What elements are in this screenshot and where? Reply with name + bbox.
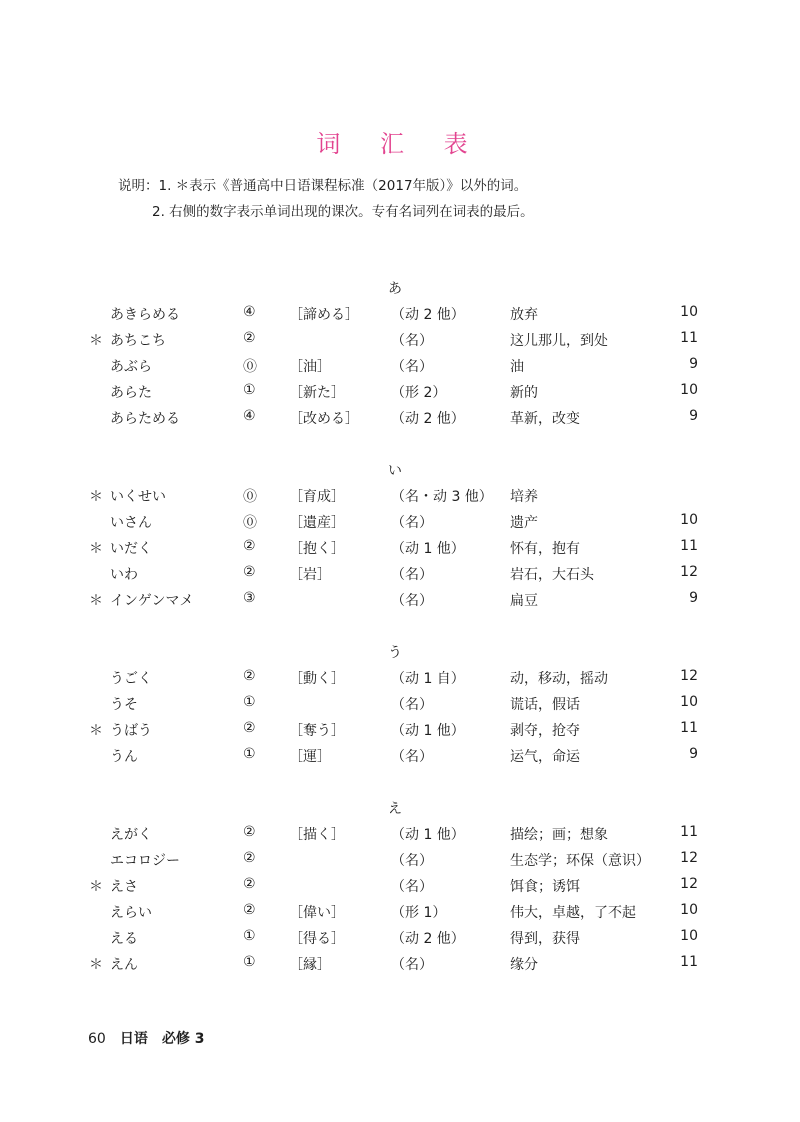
part-of-speech: （形 1） bbox=[391, 905, 447, 921]
vocab-word: あらた bbox=[110, 385, 152, 401]
vocab-row bbox=[0, 304, 800, 330]
star-mark: ＊ bbox=[89, 593, 103, 609]
vocab-row bbox=[0, 824, 800, 850]
kanji-form: ［偉い］ bbox=[289, 905, 345, 921]
vocab-word: いだく bbox=[110, 541, 152, 557]
accent-mark: ③ bbox=[243, 590, 256, 606]
vocab-word: あきらめる bbox=[110, 307, 180, 323]
meaning: 扁豆 bbox=[510, 593, 538, 609]
vocab-row bbox=[0, 746, 800, 772]
lesson-number: 10 bbox=[680, 902, 698, 918]
accent-mark: ⓪ bbox=[243, 489, 257, 505]
part-of-speech: （动 1 自） bbox=[391, 671, 465, 687]
kanji-form: ［奪う］ bbox=[289, 723, 345, 739]
kanji-form: ［新た］ bbox=[289, 385, 345, 401]
accent-mark: ① bbox=[243, 694, 256, 710]
lesson-number: 10 bbox=[680, 512, 698, 528]
accent-mark: ② bbox=[243, 850, 256, 866]
accent-mark: ⓪ bbox=[243, 515, 257, 531]
kanji-form: ［動く］ bbox=[289, 671, 345, 687]
vocab-word: えん bbox=[110, 957, 138, 973]
vocab-word: あちこち bbox=[110, 333, 166, 349]
section-heading: い bbox=[388, 463, 402, 479]
vocab-word: うん bbox=[110, 749, 138, 765]
section-heading: う bbox=[388, 645, 402, 661]
accent-mark: ② bbox=[243, 876, 256, 892]
vocab-row bbox=[0, 538, 800, 564]
vocab-word: うごく bbox=[110, 671, 152, 687]
accent-mark: ② bbox=[243, 668, 256, 684]
part-of-speech: （动 1 他） bbox=[391, 541, 465, 557]
kanji-form: ［遺産］ bbox=[289, 515, 345, 531]
star-mark: ＊ bbox=[89, 541, 103, 557]
accent-mark: ① bbox=[243, 954, 256, 970]
accent-mark: ② bbox=[243, 330, 256, 346]
lesson-number: 11 bbox=[680, 824, 698, 840]
part-of-speech: （名） bbox=[391, 359, 433, 375]
accent-mark: ② bbox=[243, 824, 256, 840]
accent-mark: ② bbox=[243, 538, 256, 554]
vocab-word: えらい bbox=[110, 905, 152, 921]
part-of-speech: （名・动 3 他） bbox=[391, 489, 493, 505]
vocab-row bbox=[0, 694, 800, 720]
accent-mark: ② bbox=[243, 564, 256, 580]
accent-mark: ② bbox=[243, 720, 256, 736]
vocab-word: エコロジー bbox=[110, 853, 180, 869]
kanji-form: ［縁］ bbox=[289, 957, 331, 973]
kanji-form: ［諦める］ bbox=[289, 307, 359, 323]
section-heading: え bbox=[388, 801, 402, 817]
vocab-row bbox=[0, 720, 800, 746]
part-of-speech: （动 2 他） bbox=[391, 411, 465, 427]
part-of-speech: （名） bbox=[391, 879, 433, 895]
vocab-row bbox=[0, 928, 800, 954]
vocab-word: インゲンマメ bbox=[110, 593, 194, 609]
part-of-speech: （名） bbox=[391, 853, 433, 869]
lesson-number: 11 bbox=[680, 720, 698, 736]
meaning: 得到，获得 bbox=[510, 931, 580, 947]
lesson-number: 11 bbox=[680, 538, 698, 554]
vocab-row bbox=[0, 512, 800, 538]
page-number: 60 bbox=[88, 1031, 106, 1047]
part-of-speech: （动 1 他） bbox=[391, 723, 465, 739]
lesson-number: 12 bbox=[680, 876, 698, 892]
lesson-number: 12 bbox=[680, 850, 698, 866]
vocab-word: えがく bbox=[110, 827, 152, 843]
meaning: 培养 bbox=[510, 489, 538, 505]
meaning: 这儿那儿，到处 bbox=[510, 333, 608, 349]
meaning: 饵食；诱饵 bbox=[510, 879, 580, 895]
meaning: 缘分 bbox=[510, 957, 538, 973]
part-of-speech: （动 2 他） bbox=[391, 307, 465, 323]
note-2: 2. 右侧的数字表示单词出现的课次。专有名词列在词表的最后。 bbox=[152, 204, 534, 220]
page-footer bbox=[88, 1028, 204, 1048]
vocab-row bbox=[0, 902, 800, 928]
vocab-row bbox=[0, 876, 800, 902]
vocab-row bbox=[0, 356, 800, 382]
vocab-word: いわ bbox=[110, 567, 138, 583]
note-1: 说明：1. ＊表示《普通高中日语课程标准（2017年版）》以外的词。 bbox=[118, 178, 528, 194]
star-mark: ＊ bbox=[89, 879, 103, 895]
meaning: 剥夺，抢夺 bbox=[510, 723, 580, 739]
meaning: 描绘；画；想象 bbox=[510, 827, 608, 843]
section-heading: あ bbox=[388, 281, 402, 297]
star-mark: ＊ bbox=[89, 333, 103, 349]
kanji-form: ［描く］ bbox=[289, 827, 345, 843]
vocab-word: いさん bbox=[110, 515, 152, 531]
accent-mark: ① bbox=[243, 382, 256, 398]
vocab-row bbox=[0, 408, 800, 434]
lesson-number: 9 bbox=[689, 590, 698, 606]
vocab-word: うばう bbox=[110, 723, 152, 739]
vocab-row bbox=[0, 954, 800, 980]
part-of-speech: （名） bbox=[391, 697, 433, 713]
lesson-number: 9 bbox=[689, 408, 698, 424]
vocab-row bbox=[0, 590, 800, 616]
lesson-number: 12 bbox=[680, 564, 698, 580]
vocab-word: える bbox=[110, 931, 138, 947]
star-mark: ＊ bbox=[89, 957, 103, 973]
vocab-row bbox=[0, 850, 800, 876]
star-mark: ＊ bbox=[89, 489, 103, 505]
vocab-row bbox=[0, 564, 800, 590]
meaning: 伟大，卓越，了不起 bbox=[510, 905, 636, 921]
vocab-word: えさ bbox=[110, 879, 138, 895]
lesson-number: 9 bbox=[689, 356, 698, 372]
meaning: 运气，命运 bbox=[510, 749, 580, 765]
accent-mark: ① bbox=[243, 928, 256, 944]
part-of-speech: （名） bbox=[391, 515, 433, 531]
part-of-speech: （名） bbox=[391, 333, 433, 349]
lesson-number: 10 bbox=[680, 694, 698, 710]
kanji-form: ［岩］ bbox=[289, 567, 331, 583]
accent-mark: ④ bbox=[243, 304, 256, 320]
accent-mark: ④ bbox=[243, 408, 256, 424]
vocab-row bbox=[0, 330, 800, 356]
vocab-word: うそ bbox=[110, 697, 138, 713]
lesson-number: 10 bbox=[680, 304, 698, 320]
part-of-speech: （动 1 他） bbox=[391, 827, 465, 843]
kanji-form: ［育成］ bbox=[289, 489, 345, 505]
part-of-speech: （动 2 他） bbox=[391, 931, 465, 947]
lesson-number: 10 bbox=[680, 382, 698, 398]
accent-mark: ① bbox=[243, 746, 256, 762]
vocab-word: いくせい bbox=[110, 489, 166, 505]
star-mark: ＊ bbox=[89, 723, 103, 739]
accent-mark: ⓪ bbox=[243, 359, 257, 375]
vocab-row bbox=[0, 668, 800, 694]
kanji-form: ［運］ bbox=[289, 749, 331, 765]
kanji-form: ［改める］ bbox=[289, 411, 359, 427]
meaning: 新的 bbox=[510, 385, 538, 401]
lesson-number: 11 bbox=[680, 954, 698, 970]
part-of-speech: （名） bbox=[391, 593, 433, 609]
lesson-number: 9 bbox=[689, 746, 698, 762]
meaning: 生态学；环保（意识） bbox=[510, 853, 650, 869]
kanji-form: ［得る］ bbox=[289, 931, 345, 947]
vocab-word: あぶら bbox=[110, 359, 152, 375]
meaning: 怀有，抱有 bbox=[510, 541, 580, 557]
vocab-word: あらためる bbox=[110, 411, 180, 427]
vocab-row bbox=[0, 382, 800, 408]
part-of-speech: （形 2） bbox=[391, 385, 447, 401]
meaning: 革新，改变 bbox=[510, 411, 580, 427]
kanji-form: ［油］ bbox=[289, 359, 331, 375]
kanji-form: ［抱く］ bbox=[289, 541, 345, 557]
lesson-number: 10 bbox=[680, 928, 698, 944]
part-of-speech: （名） bbox=[391, 567, 433, 583]
meaning: 动，移动，摇动 bbox=[510, 671, 608, 687]
part-of-speech: （名） bbox=[391, 957, 433, 973]
part-of-speech: （名） bbox=[391, 749, 433, 765]
meaning: 谎话，假话 bbox=[510, 697, 580, 713]
accent-mark: ② bbox=[243, 902, 256, 918]
meaning: 油 bbox=[510, 359, 524, 375]
meaning: 遗产 bbox=[510, 515, 538, 531]
book-title: 日语 必修 3 bbox=[119, 1031, 205, 1047]
lesson-number: 12 bbox=[680, 668, 698, 684]
meaning: 岩石，大石头 bbox=[510, 567, 594, 583]
vocab-row bbox=[0, 486, 800, 512]
page-title: 词 汇 表 bbox=[316, 130, 484, 158]
lesson-number: 11 bbox=[680, 330, 698, 346]
meaning: 放弃 bbox=[510, 307, 538, 323]
